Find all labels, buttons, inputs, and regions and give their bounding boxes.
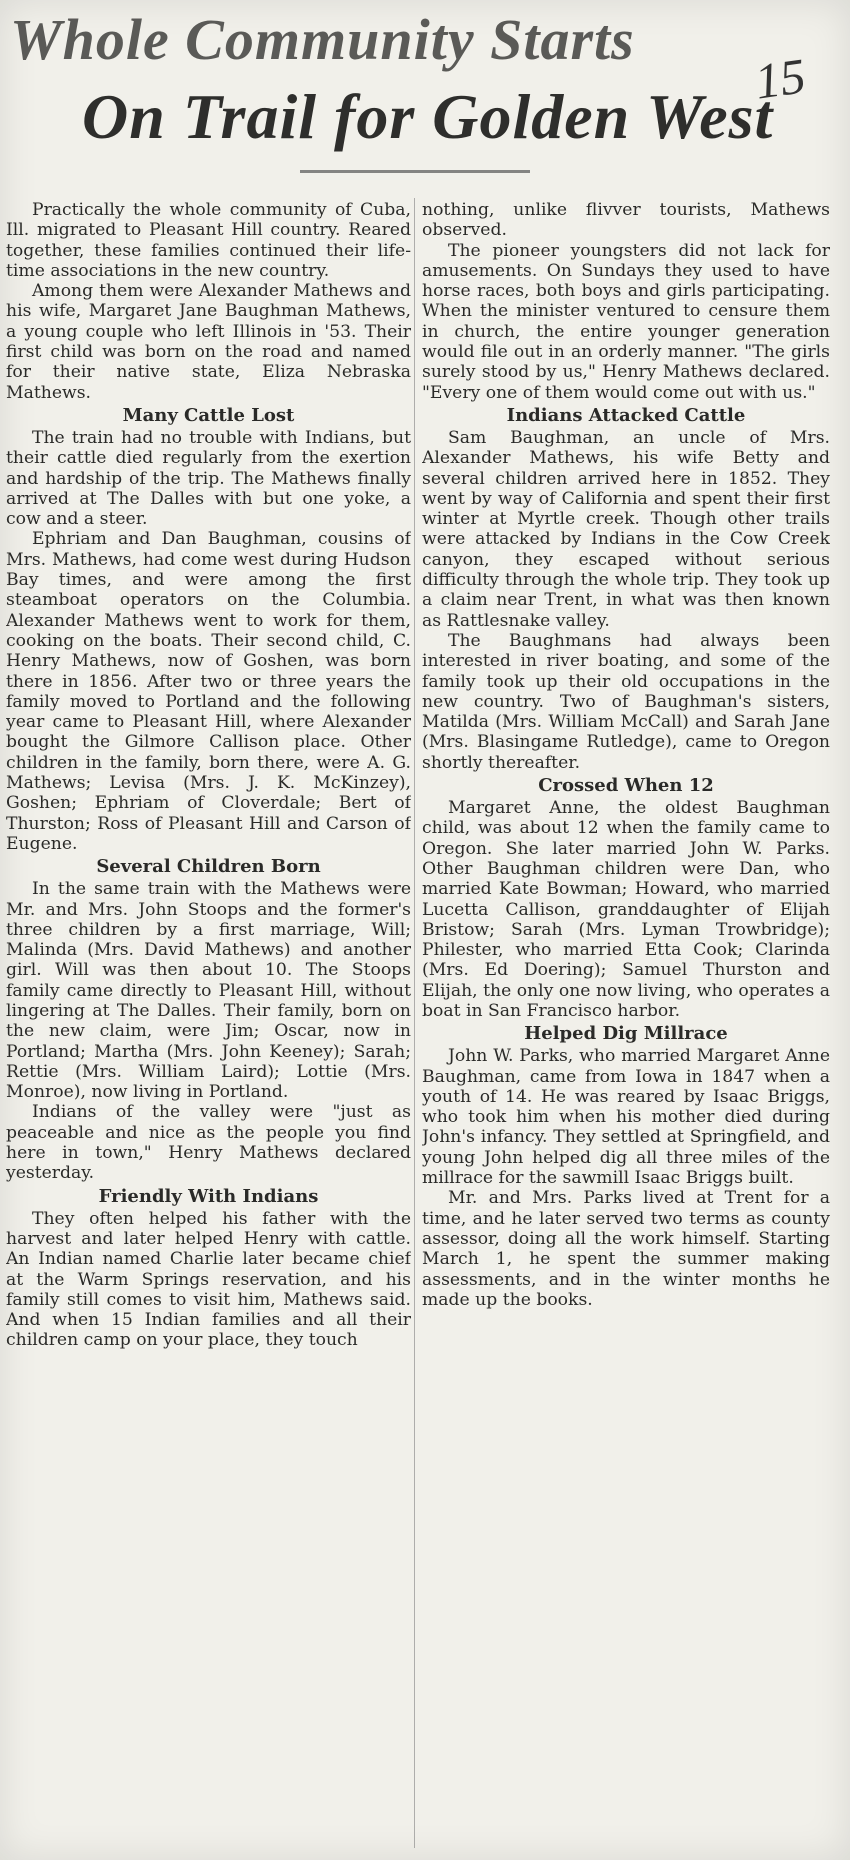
paragraph: Margaret Anne, the oldest Baughman child, was about 12 when the family came to Oregon. She later married John W. Parks. Other Baughman children were Dan, who married Kate Bowman; Howard, who married Lucetta Callison, granddaughter of Elijah Bristow; Sarah (Mrs. Lyman Trowbridge); Philester, who married Etta Cook; Clarinda (Mrs. Ed Doering); Samuel Thurston and Elijah, the only one now living, who operates a boat in San Francisco harbor. [422, 798, 830, 1021]
paragraph: The train had no trouble with Indians, but their cattle died regularly from the exertion and hardship of the trip. The Mathews finally arrived at The Dalles with but one yoke, a cow and a steer. [6, 427, 411, 530]
paragraph: Among them were Alexander Mathews and his wife, Margaret Jane Baughman Mathews, a young couple who left Illinois in '53. Their first child was born on the road and named for their native state, Eliza Nebraska Mathews. [6, 281, 411, 403]
paragraph: In the same train with the Mathews were Mr. and Mrs. John Stoops and the former's three children by a first marriage, Will; Malinda (Mrs. David Mathews) and another girl. Will was then about 10. The Stoops family came directly to Pleasant Hill, without lingering at The Dalles. Their family, born on the new claim, were Jim; Oscar, now in Portland; Martha (Mrs. John Keeney); Sarah; Rettie (Mrs. William Laird); Lottie (Mrs. Monroe), now living in Portland. [6, 879, 411, 1103]
paragraph: Mr. and Mrs. Parks lived at Trent for a time, and he later served two terms as county assessor, doing all the work himself. Starting March 1, he spent the summer making assessments, and in the winter months he made up the books. [422, 1188, 830, 1310]
paragraph: Indians of the valley were "just as peaceable and nice as the people you find here in town," Henry Mathews declared yesterday. [6, 1102, 411, 1184]
subheading: Friendly With Indians [98, 1185, 319, 1207]
headline-line-2: On Trail for Golden West [82, 81, 774, 152]
left-column [6, 200, 411, 1850]
paragraph: John W. Parks, who married Margaret Anne Baughman, came from Iowa in 1847 when a youth of 14. He was reared by Isaac Briggs, who took him when his mother died during John's infancy. They settled at Springfield, and young John helped dig all three miles of the millrace for the sawmill Isaac Briggs built. [422, 1046, 830, 1189]
subheading: Many Cattle Lost [122, 404, 295, 426]
handwritten-page-mark: 15 [751, 47, 809, 110]
paragraph: The pioneer youngsters did not lack for amusements. On Sundays they used to have horse races, both boys and girls participating. When the minister ventured to censure them in church, the entire younger generation would file out in an orderly manner. "The girls surely stood by us," Henry Mathews declared. "Every one of them would come out with us." [422, 240, 830, 403]
subheading: Helped Dig Millrace [524, 1023, 728, 1045]
subheading: Several Children Born [96, 856, 321, 878]
paragraph: nothing, unlike flivver tourists, Mathews observed. [422, 200, 830, 241]
headline-rule [300, 170, 530, 173]
headline-block [0, 0, 850, 200]
paragraph: The Baughmans had always been interested in river boating, and some of the family took up their old occupations in the new country. Two of Baughman's sisters, Matilda (Mrs. William McCall) and Sarah Jane (Mrs. Blasingame Rutledge), came to Oregon shortly thereafter. [422, 630, 830, 773]
right-column [422, 200, 830, 1850]
subheading: Indians Attacked Cattle [506, 404, 746, 426]
paragraph: Practically the whole community of Cuba, Ill. migrated to Pleasant Hill country. Reared together, these families continued their life-time associations in the new country. [6, 200, 411, 281]
column-divider [414, 198, 415, 1848]
paragraph: Sam Baughman, an uncle of Mrs. Alexander Mathews, his wife Betty and several children arrived here in 1852. They went by way of California and spent their first winter at Myrtle creek. Though other trails were attacked by Indians in the Cow Creek canyon, they escaped without serious difficulty through the whole trip. They took up a claim near Trent, in what was then known as Rattlesnake valley. [422, 427, 830, 631]
paragraph: They often helped his father with the harvest and later helped Henry with cattle. An Indian named Charlie later became chief at the Warm Springs reservation, and his family still comes to visit him, Mathews said. And when 15 Indian families and all their children camp on your place, they touch [6, 1208, 411, 1351]
headline-line-1: Whole Community Starts [10, 7, 635, 72]
paragraph: Ephriam and Dan Baughman, cousins of Mrs. Mathews, had come west during Hudson Bay times, and were among the first steamboat operators on the Columbia. Alexander Mathews went to work for them, cooking on the boats. Their second child, C. Henry Mathews, now of Goshen, was born there in 1856. After two or three years the family moved to Portland and the following year came to Pleasant Hill, where Alexander bought the Gilmore Callison place. Other children in the family, born there, were A. G. Mathews; Levisa (Mrs. J. K. McKinzey), Goshen; Ephriam of Cloverdale; Bert of Thurston; Ross of Pleasant Hill and Carson of Eugene. [6, 529, 411, 854]
subheading: Crossed When 12 [538, 775, 714, 797]
